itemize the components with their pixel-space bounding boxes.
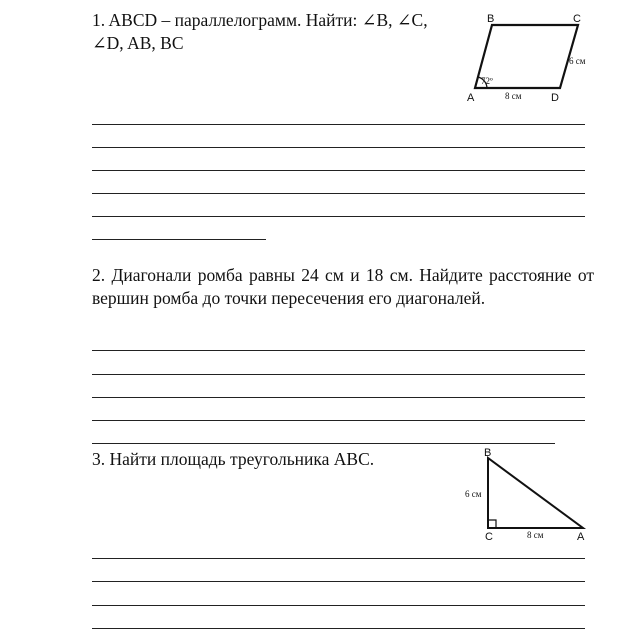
task2-text: 2. Диагонали ромба равны 24 см и 18 см. Найдите расстояние от вершин ромба до точки пересечения его диагоналей. (92, 265, 594, 308)
side-bc-label: 6 см (465, 489, 482, 499)
task1-answer-line-4 (92, 193, 585, 194)
task2-answer-line-4 (92, 420, 585, 421)
task3-answer-line-2 (92, 581, 585, 582)
task1-answer-line-5 (92, 216, 585, 217)
vertex-a-label: A (577, 531, 585, 543)
task3-answer-line-4 (92, 628, 585, 629)
task3-answer-line-3 (92, 605, 585, 606)
vertex-c-label: C (573, 13, 581, 25)
vertex-d-label: D (551, 92, 559, 104)
task2-answer-line-1 (92, 350, 585, 351)
vertex-b-label: B (484, 447, 492, 459)
angle-a-label: 72º (481, 76, 493, 86)
task2-answer-line-2 (92, 374, 585, 375)
triangle-figure (460, 446, 590, 542)
task1-answer-line-1 (92, 124, 585, 125)
task1-line1: 1. ABCD – параллелограмм. Найти: ∠B, ∠C, (92, 10, 428, 30)
task1-line2: ∠D, AB, BC (92, 33, 184, 53)
vertex-a-label: A (467, 92, 475, 104)
task2-answer-line-5 (92, 443, 555, 444)
task1-answer-line-3 (92, 170, 585, 171)
parallelogram-figure (460, 10, 600, 105)
task2-answer-line-3 (92, 397, 585, 398)
task3-answer-line-1 (92, 558, 585, 559)
side-ca-label: 8 см (527, 530, 544, 540)
side-ad-label: 8 см (505, 91, 522, 101)
task3-text: 3. Найти площадь треугольника ABC. (92, 449, 375, 469)
task1-answer-line-2 (92, 147, 585, 148)
triangle-abc (488, 458, 583, 528)
vertex-b-label: B (487, 13, 495, 25)
task1-answer-line-6 (92, 239, 266, 240)
side-cd-label: 6 см (569, 56, 586, 66)
right-angle-mark (488, 520, 496, 528)
vertex-c-label: C (485, 531, 493, 543)
